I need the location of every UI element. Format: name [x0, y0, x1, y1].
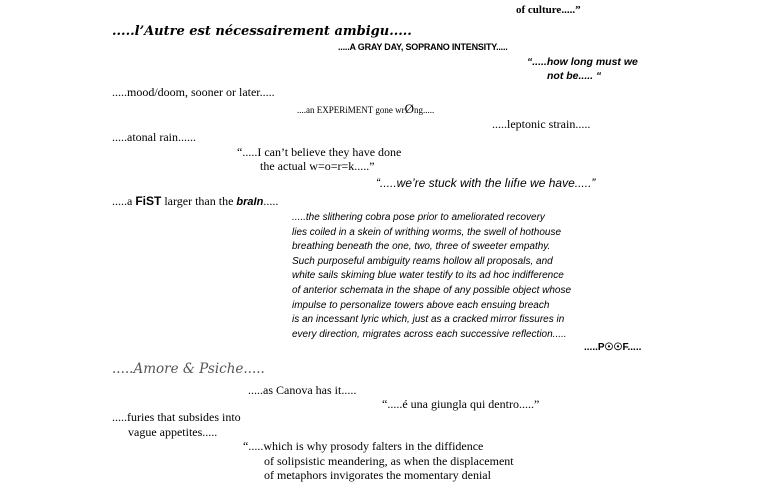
- line-actual-work: the actual w=o=r=k.....”: [260, 159, 375, 173]
- fist-word: FiST: [135, 194, 162, 208]
- line-cant-believe: “.....I can’t believe they have done: [237, 145, 402, 159]
- paragraph-line: is an incessant lyric which, just as a cracked mirror fissures in: [292, 314, 565, 326]
- line-giungla: “.....é una giungla qui dentro.....”: [382, 397, 540, 411]
- paragraph-line: impulse to personalize towers above each ensuing breach: [292, 299, 550, 311]
- fist-pre: .....a: [112, 194, 136, 208]
- paragraph-line: white sails skiming blue water testify to its ad hoc indifference: [292, 270, 564, 282]
- paragraph-line: Such purposeful ambiguity reams hollow all proposals, and: [292, 255, 553, 267]
- line-lautre: .....l’Autre est nécessairement ambigu.....: [112, 24, 412, 39]
- line-not-be-text: not be..... “: [547, 70, 602, 82]
- line-furies: .....furies that subsides into: [112, 410, 241, 424]
- paragraph-line: .....the slithering cobra pose prior to ameliorated recovery: [292, 212, 545, 223]
- line-vague-appetites: vague appetites.....: [128, 425, 218, 439]
- line-fist: [112, 195, 278, 208]
- line-stuck: “.....we’re stuck with the lıifıe we have.....”: [376, 176, 596, 190]
- experiment-text: ....an EXPERiMENT gone wr: [297, 105, 405, 115]
- experiment-slashed-o: Ø: [404, 101, 414, 116]
- paragraph-line: lies coiled in a skein of writhing worms, the swell of hothouse: [292, 226, 562, 238]
- line-gray-day: .....A GRAY DAY, SOPRANO INTENSITY.....: [338, 42, 508, 52]
- line-amore-psiche: .....Amore & Psiche.....: [112, 361, 265, 377]
- line-poof: .....P☉☉F.....: [584, 342, 642, 353]
- line-atonal-rain: .....atonal rain......: [112, 130, 196, 144]
- line-solipsistic: of solipsistic meandering, as when the displacement: [264, 454, 514, 468]
- experiment-end: ng.....: [413, 105, 435, 115]
- line-of-culture: of culture.....”: [516, 4, 581, 16]
- line-leptonic: .....leptonic strain.....: [492, 117, 591, 131]
- paragraph-line: breathing beneath the one, two, three of sweeter empathy.: [292, 241, 551, 253]
- fist-post: .....: [263, 194, 279, 208]
- line-how-long: “.....how long must we: [527, 56, 638, 68]
- line-canova: .....as Canova has it.....: [248, 383, 357, 397]
- line-not-be: [547, 71, 601, 82]
- brain-word: braIn: [236, 196, 264, 208]
- line-mood-doom: .....mood/doom, sooner or later.....: [112, 85, 275, 99]
- line-metaphors: of metaphors invigorates the momentary denial: [264, 468, 491, 482]
- line-experiment: [297, 102, 434, 115]
- line-prosody: “.....which is why prosody falters in the diffidence: [243, 439, 484, 453]
- paragraph-line: every direction, migrates across each successive reflection.....: [292, 328, 567, 340]
- paragraph-line: of anterior schemata in the shape of any possible object whose: [292, 284, 572, 296]
- fist-mid: larger than the: [161, 194, 237, 208]
- paragraph-block: [292, 211, 571, 342]
